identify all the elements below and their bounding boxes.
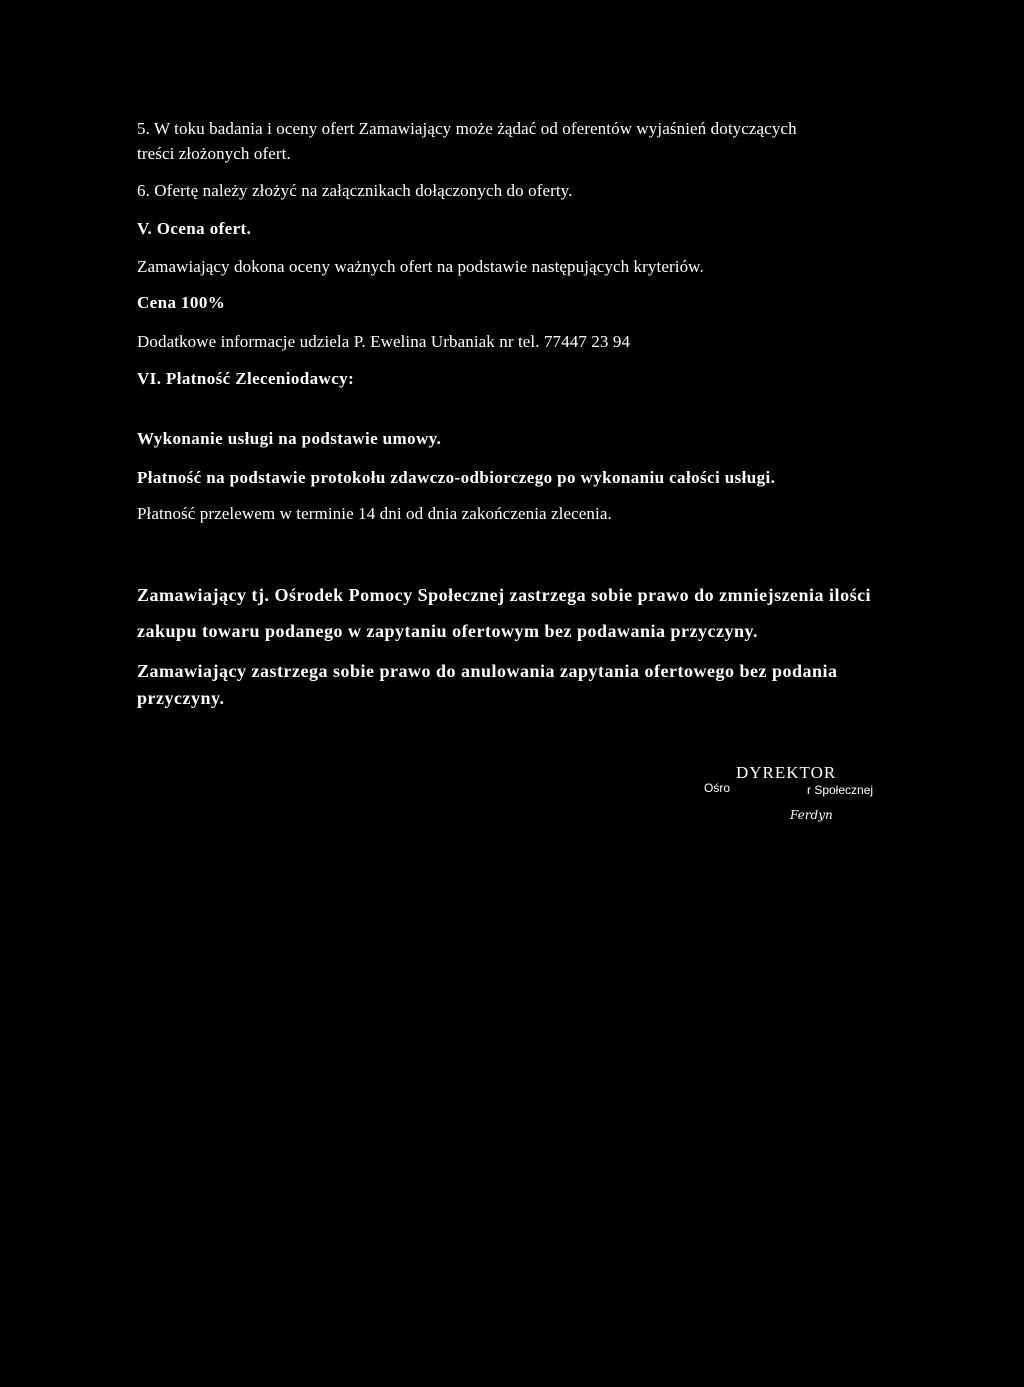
director-stamp <box>690 760 910 840</box>
stamp-left-fragment: Ośro <box>704 781 731 795</box>
paragraph-6: 6. Ofertę należy złożyć na załącznikach dołączonych do oferty. <box>137 181 573 200</box>
paragraph-5-line-2: treści złożonych ofert. <box>137 144 291 163</box>
reservation-2-line-2: przyczyny. <box>137 688 225 708</box>
price-criterion: Cena 100% <box>137 293 226 312</box>
section-5-heading: V. Ocena ofert. <box>137 219 252 238</box>
criteria-intro: Zamawiający dokona oceny ważnych ofert na podstawie następujących kryteriów. <box>137 257 704 276</box>
stamp-right-fragment: r Społecznej <box>807 783 874 797</box>
section-6-heading: VI. Płatność Zleceniodawcy: <box>137 369 355 388</box>
stamp-title: DYREKTOR <box>736 763 837 782</box>
handwritten-signature: Ferdyn <box>790 808 833 822</box>
payment-protocol: Płatność na podstawie protokołu zdawczo-odbiorczego po wykonaniu całości usługi. <box>137 468 776 487</box>
reservation-2-line-1: Zamawiający zastrzega sobie prawo do anulowania zapytania ofertowego bez podania <box>137 661 838 681</box>
reservation-1-line-1: Zamawiający tj. Ośrodek Pomocy Społecznej zastrzega sobie prawo do zmniejszenia ilości <box>137 585 872 605</box>
contact-info: Dodatkowe informacje udziela P. Ewelina Urbaniak nr tel. 77447 23 94 <box>137 332 631 351</box>
reservation-1-line-2: zakupu towaru podanego w zapytaniu ofertowym bez podawania przyczyny. <box>137 621 759 641</box>
payment-basis: Wykonanie usługi na podstawie umowy. <box>137 429 442 448</box>
payment-transfer: Płatność przelewem w terminie 14 dni od dnia zakończenia zlecenia. <box>137 504 612 523</box>
paragraph-5-line-1: 5. W toku badania i oceny ofert Zamawiający może żądać od oferentów wyjaśnień dotyczących <box>137 119 797 138</box>
